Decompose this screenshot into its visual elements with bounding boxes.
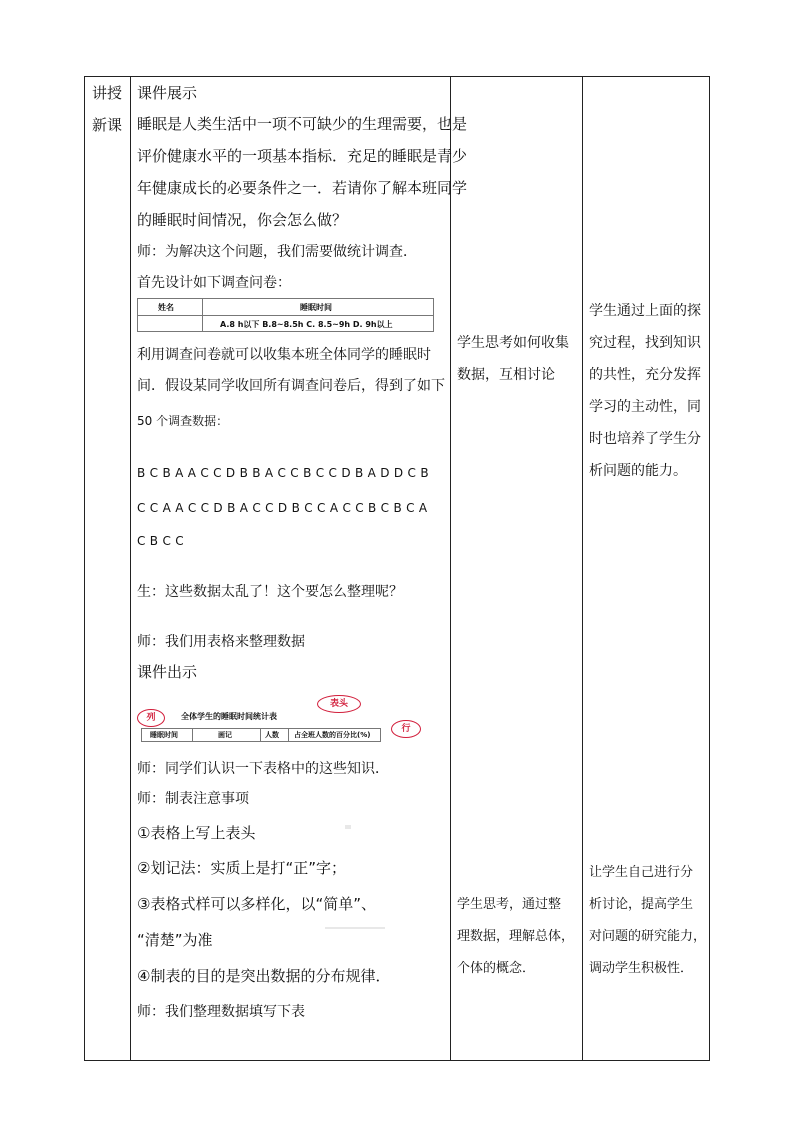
student-line: 生：这些数据太乱了！这个要怎么整理呢？ [137, 584, 403, 600]
student-activity-line: 个体的概念． [457, 961, 536, 976]
label-column-oval: 列 [137, 709, 165, 727]
column-divider [582, 77, 583, 1060]
scan-speck [325, 927, 385, 929]
para2-line: 间．假设某同学收回所有调查问卷后，得到了如下 [137, 378, 445, 394]
survey-options: A.8 h以下 B.8~8.5h C. 8.5~9h D. 9h以上 [220, 320, 393, 329]
data-line: C C A A C C D B A C C D B C C A C C B C B C A [137, 501, 428, 515]
intent-line: 的共性，充分发挥 [589, 367, 701, 383]
label-row-oval: 行 [391, 720, 421, 738]
stat-header: 人数 [265, 731, 279, 739]
teacher-line: 师：为解决这个问题，我们需要做统计调查． [137, 244, 417, 260]
para1-line: 睡眠是人类生活中一项不可缺少的生理需要，也是 [137, 115, 468, 133]
survey-table-row-divider [138, 315, 433, 316]
student-activity-line: 学生思考如何收集 [457, 335, 569, 351]
survey-table [137, 298, 434, 332]
teacher-line: 师：我们用表格来整理数据 [137, 634, 305, 650]
stat-header: 占全班人数的百分比(%) [294, 731, 371, 739]
intent-line: 学习的主动性，同 [589, 399, 701, 415]
stat-col-divider [192, 729, 193, 741]
teacher-line: 师：制表注意事项 [137, 791, 249, 807]
design-line: 首先设计如下调查问卷： [137, 275, 291, 291]
column-divider [130, 77, 131, 1060]
courseware-show: 课件出示 [137, 663, 198, 681]
student-activity-line: 数据，互相讨论 [457, 367, 555, 383]
note-item: “清楚”为准 [137, 931, 213, 949]
stage-label-line1: 讲授 [92, 84, 123, 102]
para1-line: 年健康成长的必要条件之一．若请你了解本班同学 [137, 179, 468, 197]
para1-line: 的睡眠时间情况，你会怎么做？ [137, 211, 348, 229]
lesson-table [84, 76, 710, 1061]
para1-line: 评价健康水平的一项基本指标．充足的睡眠是青少 [137, 147, 468, 165]
teacher-line: 师：我们整理数据填写下表 [137, 1004, 305, 1020]
student-activity-line: 学生思考，通过整 [457, 897, 562, 912]
stat-col-divider [288, 729, 289, 741]
survey-col-name: 姓名 [158, 303, 174, 312]
intent-line: 究过程，找到知识 [589, 335, 701, 351]
intent-line: 调动学生积极性． [589, 961, 694, 976]
intent-line: 学生通过上面的探 [589, 303, 701, 319]
note-item: ①表格上写上表头 [137, 824, 256, 842]
stat-col-divider [260, 729, 261, 741]
stage-label-line2: 新课 [92, 116, 123, 134]
intent-line: 让学生自己进行分 [589, 865, 694, 880]
para2-line: 利用调查问卷就可以收集本班全体同学的睡眠时 [137, 347, 431, 363]
note-item: ②划记法：实质上是打“正”字； [137, 859, 346, 877]
stat-header: 画记 [218, 731, 232, 739]
scan-speck [345, 825, 351, 829]
data-line: B C B A A C C D B B A C C B C C D B A D D C B [137, 466, 429, 480]
stat-header: 睡眠时间 [150, 731, 178, 739]
stat-table-figure [137, 693, 427, 747]
intent-line: 析问题的能力。 [589, 463, 687, 479]
student-activity-line: 理数据，理解总体， [457, 929, 575, 944]
intent-line: 时也培养了学生分 [589, 431, 701, 447]
intent-line: 析讨论，提高学生 [589, 897, 694, 912]
survey-table-col-divider [202, 299, 203, 331]
note-item: ③表格式样可以多样化，以“简单”、 [137, 895, 376, 913]
stat-table-header-row [141, 728, 381, 742]
note-item: ④制表的目的是突出数据的分布规律． [137, 967, 391, 985]
data-line: C B C C [137, 534, 184, 548]
heading-courseware: 课件展示 [137, 84, 198, 102]
survey-col-sleep: 睡眠时间 [300, 303, 332, 312]
para2-line: 50 个调查数据： [137, 414, 229, 428]
stat-table-title: 全体学生的睡眠时间统计表 [181, 712, 277, 721]
label-header-oval: 表头 [317, 695, 361, 713]
teacher-line: 师：同学们认识一下表格中的这些知识． [137, 761, 389, 777]
intent-line: 对问题的研究能力， [589, 929, 707, 944]
column-divider [450, 77, 451, 1060]
